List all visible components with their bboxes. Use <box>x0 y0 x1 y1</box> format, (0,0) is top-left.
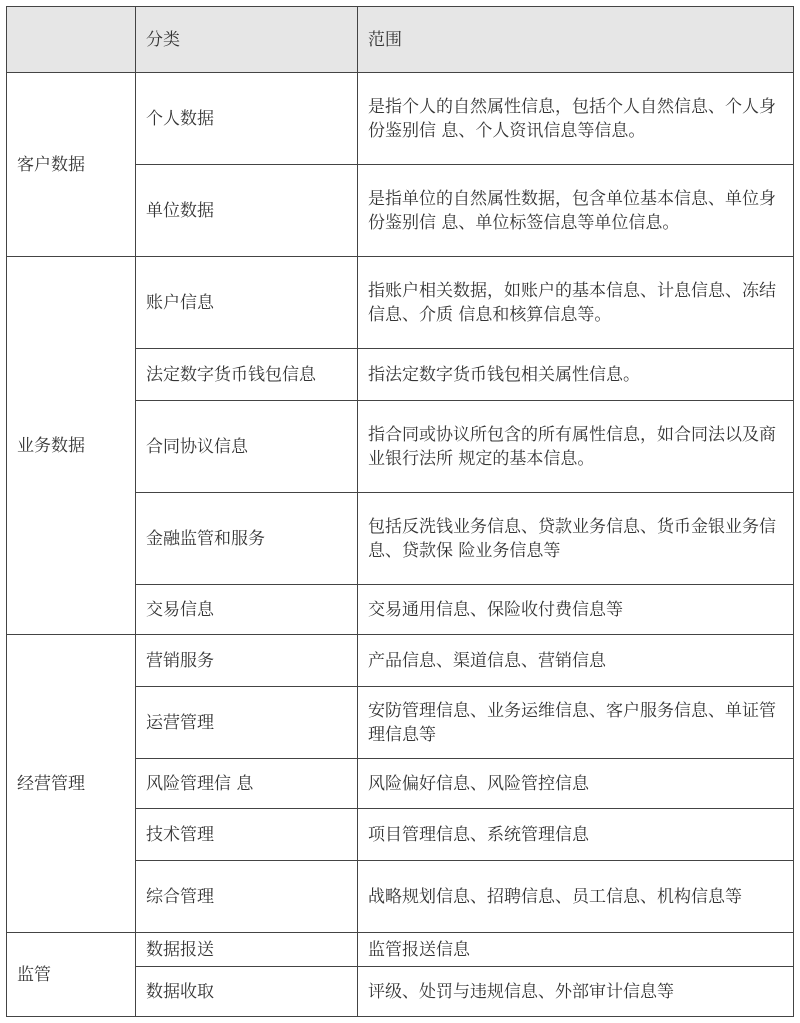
scope-cell: 交易通用信息、保险收付费信息等 <box>358 585 794 635</box>
scope-cell: 监管报送信息 <box>358 933 794 967</box>
category-cell: 数据收取 <box>136 967 358 1017</box>
scope-cell: 风险偏好信息、风险管控信息 <box>358 759 794 809</box>
category-cell: 账户信息 <box>136 257 358 349</box>
scope-cell: 安防管理信息、业务运维信息、客户服务信息、单证管理信息等 <box>358 687 794 759</box>
category-cell: 金融监管和服务 <box>136 493 358 585</box>
scope-cell: 是指单位的自然属性数据，包含单位基本信息、单位身份鉴别信 息、单位标签信息等单位信息。 <box>358 165 794 257</box>
section-label: 监管 <box>7 933 136 1017</box>
table-row <box>7 73 794 165</box>
scope-cell: 是指个人的自然属性信息，包括个人自然信息、个人身份鉴别信 息、个人资讯信息等信息。 <box>358 73 794 165</box>
header-row <box>7 7 794 73</box>
category-cell: 法定数字货币钱包信息 <box>136 349 358 401</box>
scope-cell: 包括反洗钱业务信息、贷款业务信息、货币金银业务信息、贷款保 险业务信息等 <box>358 493 794 585</box>
scope-cell: 指合同或协议所包含的所有属性信息，如合同法以及商业银行法所 规定的基本信息。 <box>358 401 794 493</box>
category-cell: 交易信息 <box>136 585 358 635</box>
table-row <box>7 933 794 967</box>
section-label: 业务数据 <box>7 257 136 635</box>
scope-cell: 产品信息、渠道信息、营销信息 <box>358 635 794 687</box>
category-cell: 技术管理 <box>136 809 358 861</box>
category-cell: 运营管理 <box>136 687 358 759</box>
scope-cell: 指账户相关数据，如账户的基本信息、计息信息、冻结信息、介质 信息和核算信息等。 <box>358 257 794 349</box>
section-label: 经营管理 <box>7 635 136 933</box>
category-cell: 综合管理 <box>136 861 358 933</box>
table-row <box>7 257 794 349</box>
scope-cell: 项目管理信息、系统管理信息 <box>358 809 794 861</box>
category-cell: 合同协议信息 <box>136 401 358 493</box>
header-scope: 范围 <box>358 7 794 73</box>
category-cell: 数据报送 <box>136 933 358 967</box>
category-cell: 营销服务 <box>136 635 358 687</box>
section-label: 客户数据 <box>7 73 136 257</box>
scope-cell: 指法定数字货币钱包相关属性信息。 <box>358 349 794 401</box>
category-cell: 个人数据 <box>136 73 358 165</box>
scope-cell: 战略规划信息、招聘信息、员工信息、机构信息等 <box>358 861 794 933</box>
category-cell: 风险管理信 息 <box>136 759 358 809</box>
scope-cell: 评级、处罚与违规信息、外部审计信息等 <box>358 967 794 1017</box>
table-row <box>7 635 794 687</box>
header-blank <box>7 7 136 73</box>
category-cell: 单位数据 <box>136 165 358 257</box>
data-classification-table <box>6 6 794 1017</box>
header-category: 分类 <box>136 7 358 73</box>
